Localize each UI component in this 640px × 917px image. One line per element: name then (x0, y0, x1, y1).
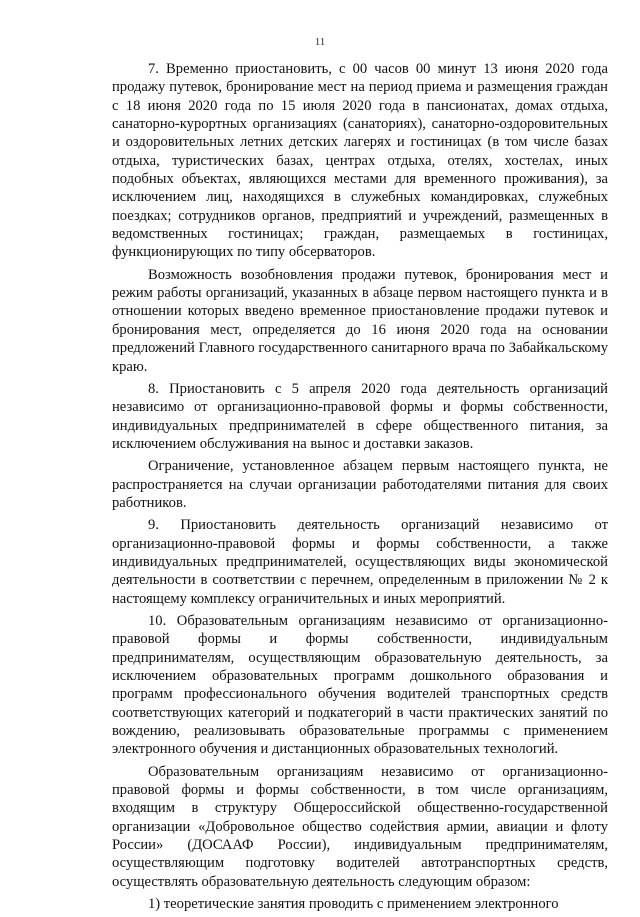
paragraph-7: 7. Временно приостановить, с 00 часов 00 минут 13 июня 2020 года продажу путевок, бронирование мест на период приема и размещения граждан с 18 июня 2020 года по 15 июля 2020 года в пансионатах, домах отдыха, санаторно-курортных организациях (санаториях), санаторно-оздоровительных и оздоровительных летних детских лагерях и гостиницах (в том числе базах отдыха, туристических базах, центрах отдыха, отелях, хостелах, иных подобных объектах, являющихся местами для временного проживания), за исключением лиц, находящихся в служебных командировках, служебных поездках; сотрудников органов, предприятий и учреждений, размещенных в ведомственных гостиницах; граждан, размещаемых в гостиницах, функционирующих по типу обсерваторов. (112, 61, 608, 261)
paragraph-10: 10. Образовательным организациям независимо от организационно-правовой формы и формы собственности, индивидуальным предпринимателям, осуществляющим образовательную деятельность, за исключением образовательных программ дошкольного образования и программ профессионального обучения водителей транспортных средств соответствующих категорий и подкатегорий в части практических занятий по вождению, реализовывать образовательные программы с применением электронного обучения и дистанционных образовательных технологий. (112, 612, 608, 758)
paragraph-7-part-2: Возможность возобновления продажи путевок, бронирования мест и режим работы организаций, указанных в абзаце первом настоящего пункта и в отношении которых введено временное приостановление продажи путевок и бронирования мест, определяется до 16 июня 2020 года на основании предложений Главного государственного санитарного врача по Забайкальскому краю. (112, 266, 608, 375)
document-body (112, 60, 608, 917)
paragraph-8: 8. Приостановить с 5 апреля 2020 года деятельность организаций независимо от организационно-правовой формы и формы собственности, индивидуальных предпринимателей в сфере общественного питания, за исключением обслуживания на вынос и доставки заказов. (112, 380, 608, 452)
paragraph-10-item-1: 1) теоретические занятия проводить с применением электронного (148, 896, 559, 913)
page-number: 11 (314, 36, 326, 48)
paragraph-9: 9. Приостановить деятельность организаций независимо от организационно-правовой формы и формы собственности, а также индивидуальных предпринимателей, осуществляющих виды экономической деятельности в соответствии с перечнем, определенным в приложении № 2 к настоящему комплексу ограничительных и иных мероприятий. (112, 517, 608, 607)
paragraph-8-part-2: Ограничение, установленное абзацем первым настоящего пункта, не распространяется на случаи организации работодателями питания для своих работников. (112, 458, 608, 511)
paragraph-10-part-2: Образовательным организациям независимо от организационно-правовой формы и формы собственности, в том числе организациям, входящим в структуру Общероссийской общественно-государственной организации «Добровольное общество содействия армии, авиации и флоту России» (ДОСААФ России), индивидуальным предпринимателям, осуществляющим подготовку водителей автотранспортных средств, осуществлять образовательную деятельность следующим образом: (112, 763, 608, 890)
